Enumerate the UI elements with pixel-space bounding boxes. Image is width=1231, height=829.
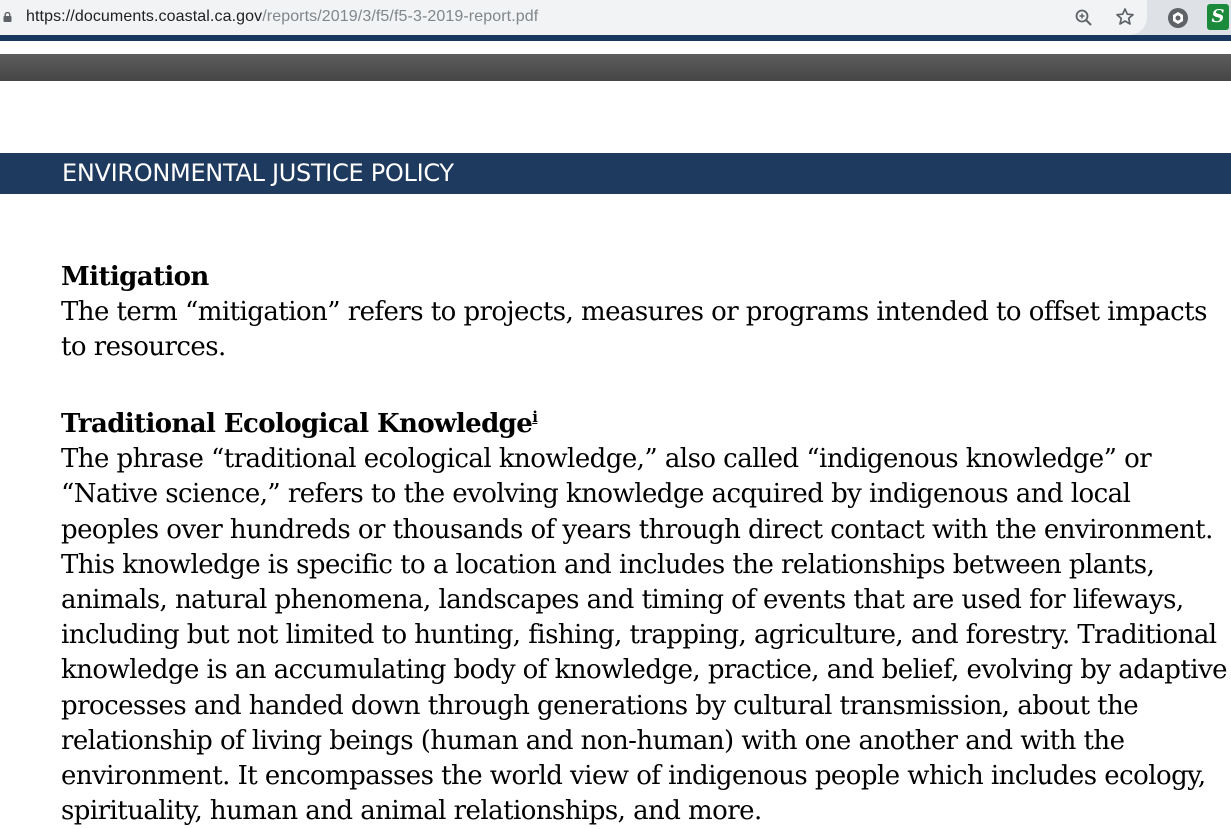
- definition-line: The phrase “traditional ecological knowledge,” also called “indigenous knowledge” or: [61, 444, 1152, 475]
- extension-s-icon[interactable]: S: [1207, 4, 1229, 30]
- section-banner: [0, 153, 1231, 194]
- definition-line: relationship of living beings (human and non-human) with one another and with the: [61, 725, 1125, 756]
- pdf-viewer-toolbar: [0, 54, 1231, 81]
- definition-line: peoples over hundreds or thousands of years through direct contact with the environment.: [61, 514, 1213, 545]
- url-host: https://documents.coastal.ca.gov: [26, 8, 263, 25]
- definition-line: to resources.: [61, 332, 226, 363]
- definition-line: including but not limited to hunting, fishing, trapping, agriculture, and forestry. Traditional: [61, 620, 1217, 651]
- pdf-page: [0, 81, 1231, 828]
- definition-line: knowledge is an accumulating body of knowledge, practice, and belief, evolving by adaptive: [61, 655, 1227, 686]
- term-definition-traditional-ecological-knowledge: [61, 400, 1231, 829]
- definition-line: spirituality, human and animal relationships, and more.: [61, 796, 762, 827]
- lock-icon: [3, 12, 12, 22]
- address-bar[interactable]: [0, 0, 1147, 35]
- term-heading: Mitigation: [61, 262, 209, 292]
- definition-line: “Native science,” refers to the evolving knowledge acquired by indigenous and local: [61, 479, 1131, 510]
- zoom-icon[interactable]: [1074, 8, 1094, 28]
- extension-icon[interactable]: [1167, 7, 1189, 29]
- definition-line: The term “mitigation” refers to projects, measures or programs intended to offset impacts: [61, 297, 1207, 328]
- term-heading: [61, 400, 1231, 442]
- toolbar-gap: [0, 41, 1231, 54]
- definition-line: processes and handed down through generations by cultural transmission, about the: [61, 690, 1139, 721]
- term-definition-mitigation: [61, 260, 1231, 366]
- bookmark-star-icon[interactable]: [1115, 7, 1135, 27]
- definition-line: This knowledge is specific to a location and includes the relationships between plants,: [61, 549, 1155, 580]
- section-title: ENVIRONMENTAL JUSTICE POLICY: [62, 159, 454, 187]
- browser-toolbar: [0, 0, 1231, 38]
- term-heading-text: Traditional Ecological Knowledge: [61, 409, 533, 439]
- footnote-link[interactable]: i: [532, 408, 538, 426]
- definition-line: animals, natural phenomena, landscapes and timing of events that are used for lifeways,: [61, 585, 1184, 616]
- definition-line: environment. It encompasses the world view of indigenous people which includes ecology,: [61, 761, 1206, 792]
- url-path: /reports/2019/3/f5/f5-3-2019-report.pdf: [262, 8, 539, 25]
- url-text[interactable]: [26, 8, 538, 26]
